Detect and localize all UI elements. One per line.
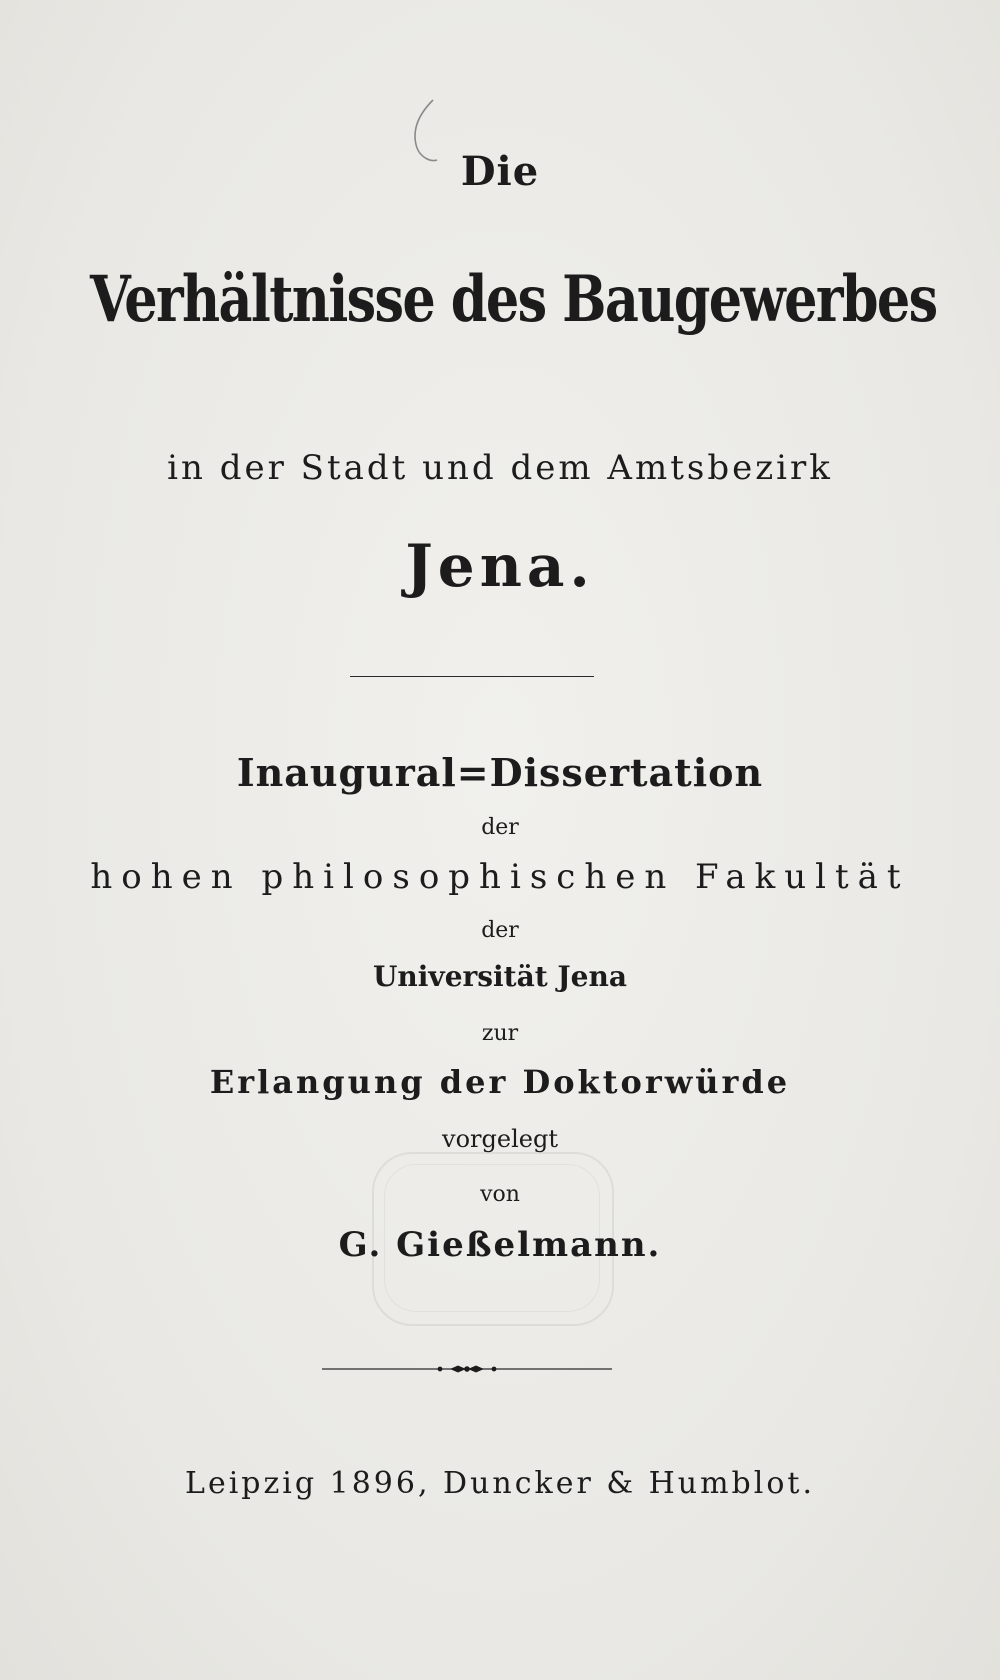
university-name: Universität Jena	[373, 960, 627, 993]
author-name: G. Gießelmann.	[338, 1225, 662, 1265]
ornamental-rule	[322, 1362, 612, 1376]
connector-zur: zur	[481, 1021, 519, 1046]
degree-purpose: Erlangung der Doktorwürde	[209, 1063, 791, 1101]
connector-der: der	[481, 918, 519, 943]
faculty-name: hohen philosophischen Fakultät	[90, 857, 910, 897]
divider-rule	[350, 676, 594, 677]
connector-der: der	[481, 815, 519, 840]
title-article: Die	[460, 148, 540, 195]
submitted-note: vorgelegt	[442, 1125, 558, 1153]
connector-von: von	[480, 1182, 520, 1207]
subtitle-line: in der Stadt und dem Amtsbezirk	[167, 448, 833, 488]
main-title: Verhältnisse des Baugewerbes	[90, 262, 937, 337]
publisher-imprint: Leipzig 1896, Duncker & Humblot.	[185, 1466, 815, 1501]
place-name: Jena.	[405, 532, 595, 600]
document-type: Inaugural=Dissertation	[236, 750, 764, 795]
